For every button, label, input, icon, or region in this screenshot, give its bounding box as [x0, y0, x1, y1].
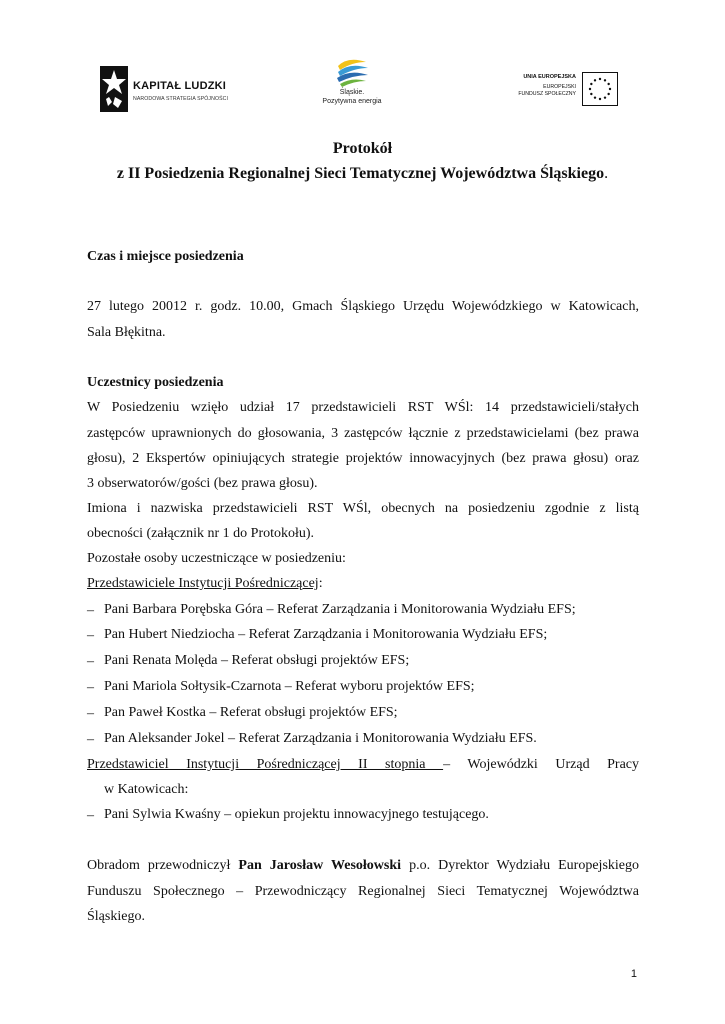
list-item: Pan Paweł Kostka – Referat obsługi projektów EFS;	[104, 705, 398, 720]
group1-heading	[87, 577, 323, 591]
list-item: Pani Sylwia Kwaśny – opiekun projektu innowacyjnego testującego.	[104, 807, 489, 822]
eu-flag-star	[607, 83, 609, 85]
page-number: 1	[630, 968, 637, 980]
list-dash: –	[87, 680, 94, 695]
eu-flag-star	[589, 88, 591, 90]
slaskie-name: Śląskie.	[339, 89, 365, 96]
ue-logo	[506, 72, 618, 108]
group2-heading	[87, 758, 639, 772]
ue-line-3: FUNDUSZ SPOŁECZNY	[518, 91, 576, 97]
group2-heading-rest: – Wojewódzki Urząd Pracy	[443, 757, 640, 772]
slaskie-wave-icon	[334, 56, 370, 88]
chair-name: Pan Jarosław Wesołowski	[238, 858, 402, 873]
eu-flag-star	[594, 96, 596, 98]
chair-line-3: Śląskiego.	[87, 909, 145, 924]
eu-flag-star	[609, 88, 611, 90]
document-subtitle-period: .	[604, 165, 609, 182]
participants-line-3: głosu), 2 Ekspertów opiniujących strategie projektów innowacyjnych (bez prawa głosu) oraz	[87, 451, 639, 466]
kapital-ludzki-star-icon	[100, 66, 128, 112]
ue-line-2: EUROPEJSKI	[543, 84, 576, 90]
document-title: Protokół	[332, 140, 393, 157]
time-place-line-1: 27 lutego 20012 r. godz. 10.00, Gmach Śląskiego Urzędu Wojewódzkiego w Katowicach,	[87, 299, 639, 314]
list-item: Pan Hubert Niedziocha – Referat Zarządzania i Monitorowania Wydziału EFS;	[104, 627, 548, 642]
document-subtitle-text: z II Posiedzenia Regionalnej Sieci Tematycznej Województwa Śląskiego	[116, 165, 605, 182]
slaskie-tagline: Pozytywna energia	[322, 98, 382, 105]
kapital-ludzki-subtitle: NARODOWA STRATEGIA SPÓJNOŚCI	[133, 96, 229, 102]
eu-flag-star	[599, 78, 601, 80]
list-item: Pan Aleksander Jokel – Referat Zarządzania i Monitorowania Wydziału EFS.	[104, 731, 537, 746]
slaskie-logo	[312, 56, 392, 112]
list-item: Pani Renata Molęda – Referat obsługi projektów EFS;	[104, 653, 410, 668]
eu-flag-star	[604, 96, 606, 98]
participants-line-4: 3 obserwatorów/gości (bez prawa głosu).	[87, 476, 318, 491]
group2-heading-text: Przedstawiciel Instytucji Pośredniczącej II stopnia	[87, 757, 444, 772]
section-heading-time: Czas i miejsce posiedzenia	[87, 249, 244, 264]
eu-flag-star	[607, 93, 609, 95]
participants-line-1: W Posiedzeniu wzięło udział 17 przedstawicieli RST WŚl: 14 przedstawicieli/stałych	[87, 400, 639, 415]
participants-line-6: obecności (załącznik nr 1 do Protokołu).	[87, 526, 315, 541]
time-place-line-2: Sala Błękitna.	[87, 325, 166, 340]
eu-flag-star	[590, 93, 592, 95]
chair-line-2: Funduszu Społecznego – Przewodniczący Regionalnej Sieci Tematycznej Województwa	[87, 884, 639, 899]
group1-heading-colon: :	[318, 576, 323, 591]
eu-flag-star	[599, 98, 601, 100]
section-heading-participants: Uczestnicy posiedzenia	[87, 375, 224, 390]
group2-heading-continuation: w Katowicach:	[104, 782, 189, 797]
ue-line-1: UNIA EUROPEJSKA	[523, 74, 576, 80]
participants-line-2: zastępców uprawnionych do głosowania, 3 zastępców łącznie z przedstawicielami (bez prawa	[87, 426, 639, 441]
group1-heading-text: Przedstawiciele Instytucji Pośredniczącej	[87, 576, 319, 591]
list-dash: –	[87, 628, 94, 643]
eu-flag-star	[594, 79, 596, 81]
chair-pre: Obradom przewodniczył	[87, 858, 239, 873]
list-dash: –	[87, 603, 94, 618]
chair-post: p.o. Dyrektor Wydziału Europejskiego	[401, 858, 639, 873]
participants-line-7: Pozostałe osoby uczestniczące w posiedzeniu:	[87, 551, 346, 566]
list-dash: –	[87, 654, 94, 669]
list-dash: –	[87, 706, 94, 721]
document-subtitle	[0, 165, 725, 183]
participants-line-5: Imiona i nazwiska przedstawicieli RST WŚl, obecnych na posiedzeniu zgodnie z listą	[87, 501, 639, 516]
eu-flag-star	[590, 83, 592, 85]
kapital-ludzki-title: KAPITAŁ LUDZKI	[133, 80, 227, 92]
list-dash: –	[87, 808, 94, 823]
list-item: Pani Barbara Porębska Góra – Referat Zarządzania i Monitorowania Wydziału EFS;	[104, 602, 576, 617]
list-item: Pani Mariola Sołtysik-Czarnota – Referat wyboru projektów EFS;	[104, 679, 475, 694]
eu-flag-star	[604, 79, 606, 81]
eu-flag-icon	[582, 72, 618, 106]
list-dash: –	[87, 732, 94, 747]
chair-line-1	[87, 859, 639, 873]
kapital-ludzki-logo	[100, 66, 229, 114]
